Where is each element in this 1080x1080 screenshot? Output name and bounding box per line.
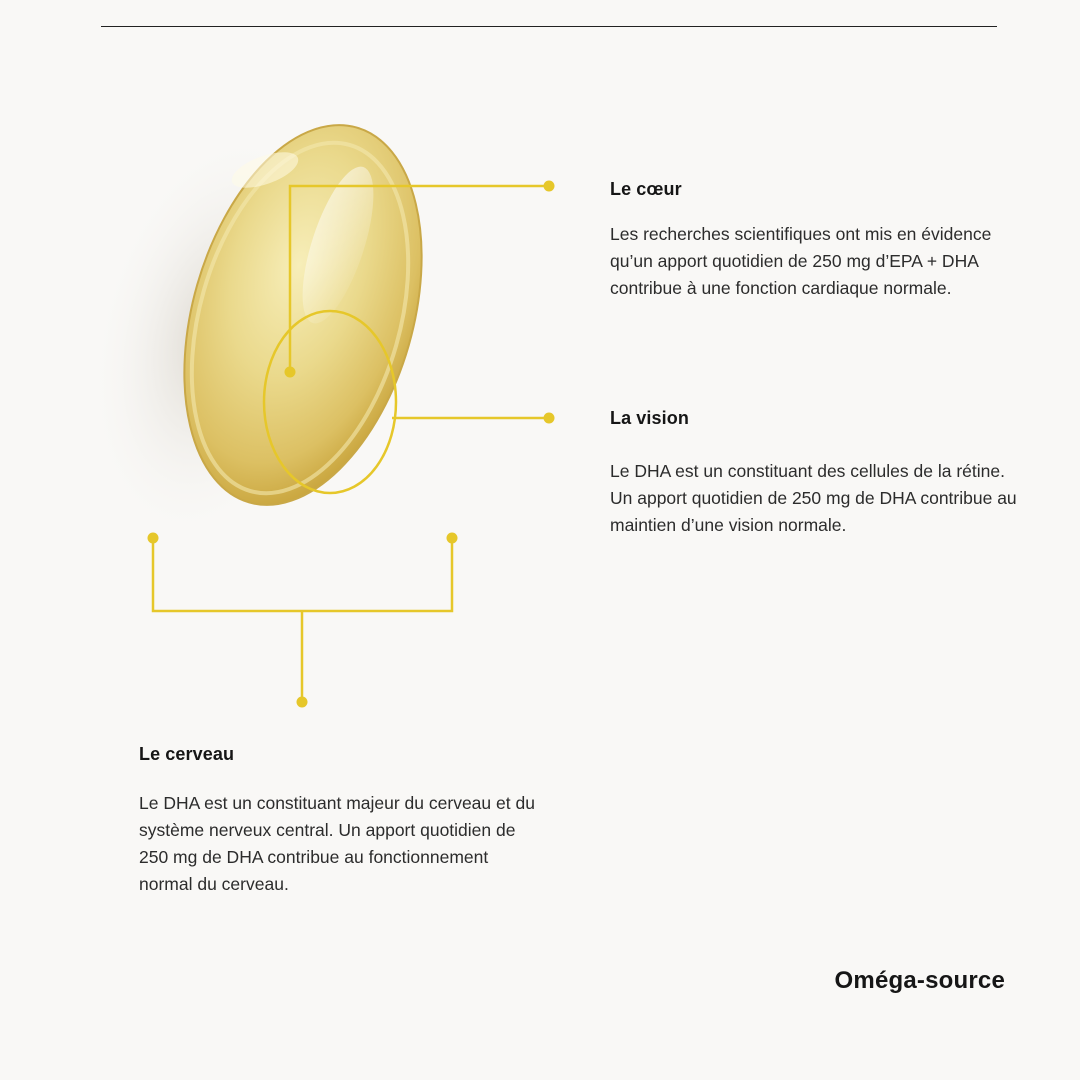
brain-description: Le DHA est un constituant majeur du cerveau et du système nerveux central. Un apport quotidien de 250 mg de DHA contribue au fonctionnement normal du cerveau. (139, 793, 535, 894)
vision-section (610, 408, 1020, 539)
heart-point-dot (285, 367, 296, 378)
brand-name: Oméga-source (834, 967, 1005, 994)
vision-description: Le DHA est un constituant des cellules de la rétine. Un apport quotidien de 250 mg de DHA contribue au maintien d’une vision normale. (610, 461, 1017, 535)
brain-bracket-line (153, 538, 452, 611)
brain-section (139, 744, 539, 898)
heart-title: Le cœur (610, 179, 682, 199)
heart-description: Les recherches scientifiques ont mis en évidence qu’un apport quotidien de 250 mg d’EPA + DHA contribue à une fonction cardiaque normale. (610, 224, 992, 298)
heart-end-dot (544, 181, 555, 192)
brain-end-dot (297, 697, 308, 708)
brain-right-dot (447, 533, 458, 544)
vision-title: La vision (610, 408, 689, 428)
heart-section (610, 179, 1010, 302)
vision-end-dot (544, 413, 555, 424)
brain-left-dot (148, 533, 159, 544)
brain-title: Le cerveau (139, 744, 235, 764)
